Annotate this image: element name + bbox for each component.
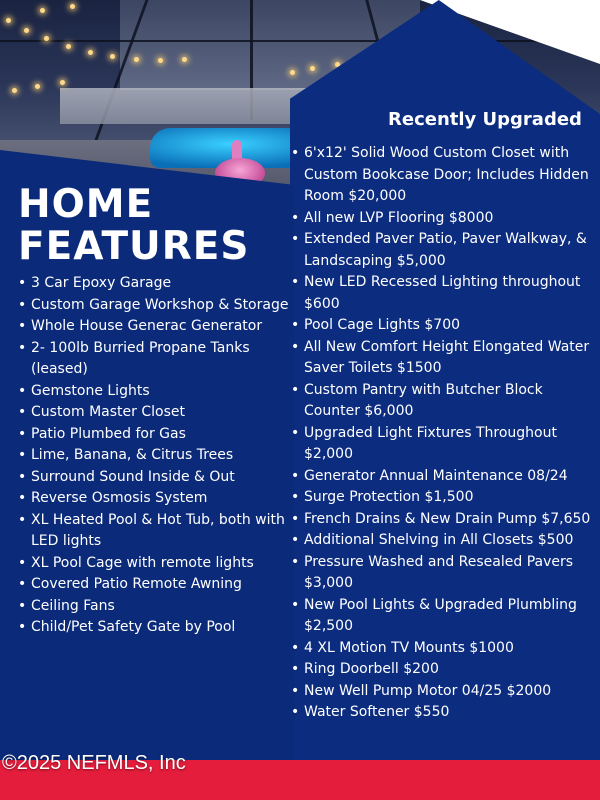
string-light <box>158 58 163 63</box>
string-light <box>110 54 115 59</box>
home-features-list <box>18 273 294 639</box>
list-item: • New Pool Lights & Upgraded Plumbling $2,500 <box>291 595 600 638</box>
cage-frame <box>0 40 600 42</box>
string-light <box>35 84 40 89</box>
list-item: • 2- 100lb Burried Propane Tanks (leased) <box>18 338 294 381</box>
list-item: • Surge Protection $1,500 <box>291 487 600 509</box>
string-light <box>70 4 75 9</box>
list-item: • Gemstone Lights <box>18 381 294 403</box>
recently-upgraded-heading: Recently Upgraded <box>388 109 582 130</box>
list-item: • All New Comfort Height Elongated Water Saver Toilets $1500 <box>291 337 600 380</box>
list-item: • Ceiling Fans <box>18 596 294 618</box>
recently-upgraded-list <box>291 143 600 724</box>
list-item: • Custom Master Closet <box>18 402 294 424</box>
list-item: • Additional Shelving in All Closets $500 <box>291 530 600 552</box>
list-item: • Extended Paver Patio, Paver Walkway, & Landscaping $5,000 <box>291 229 600 272</box>
copyright-watermark: ©2025 NEFMLS, Inc <box>2 752 186 774</box>
string-light <box>88 50 93 55</box>
string-light <box>66 44 71 49</box>
list-item: • 3 Car Epoxy Garage <box>18 273 294 295</box>
list-item: • Ring Doorbell $200 <box>291 659 600 681</box>
list-item: • Child/Pet Safety Gate by Pool <box>18 617 294 639</box>
title-line-2: FEATURES <box>18 224 250 269</box>
list-item: • Surround Sound Inside & Out <box>18 467 294 489</box>
list-item: • 6'x12' Solid Wood Custom Closet with Custom Bookcase Door; Includes Hidden Room $20,000 <box>291 143 600 208</box>
string-light <box>40 8 45 13</box>
list-item: • Whole House Generac Generator <box>18 316 294 338</box>
list-item: • Custom Pantry with Butcher Block Counter $6,000 <box>291 380 600 423</box>
string-light <box>134 57 139 62</box>
string-light <box>310 66 315 71</box>
list-item: • XL Pool Cage with remote lights <box>18 553 294 575</box>
list-item: • French Drains & New Drain Pump $7,650 <box>291 509 600 531</box>
title-line-1: HOME <box>18 182 154 227</box>
list-item: • All new LVP Flooring $8000 <box>291 208 600 230</box>
string-light <box>24 28 29 33</box>
list-item: • Reverse Osmosis System <box>18 488 294 510</box>
list-item: • Lime, Banana, & Citrus Trees <box>18 445 294 467</box>
list-item: • Covered Patio Remote Awning <box>18 574 294 596</box>
string-light <box>60 80 65 85</box>
list-item: • Generator Annual Maintenance 08/24 <box>291 466 600 488</box>
string-light <box>290 70 295 75</box>
string-light <box>44 36 49 41</box>
list-item: • Water Softener $550 <box>291 702 600 724</box>
list-item: • New Well Pump Motor 04/25 $2000 <box>291 681 600 703</box>
string-light <box>12 88 17 93</box>
list-item: • Pool Cage Lights $700 <box>291 315 600 337</box>
string-light <box>182 57 187 62</box>
list-item: • Pressure Washed and Resealed Pavers $3,000 <box>291 552 600 595</box>
home-features-title <box>18 184 249 268</box>
list-item: • XL Heated Pool & Hot Tub, both with LED lights <box>18 510 294 553</box>
list-item: • Patio Plumbed for Gas <box>18 424 294 446</box>
list-item: • New LED Recessed Lighting throughout $600 <box>291 272 600 315</box>
list-item: • Upgraded Light Fixtures Throughout $2,000 <box>291 423 600 466</box>
list-item: • 4 XL Motion TV Mounts $1000 <box>291 638 600 660</box>
list-item: • Custom Garage Workshop & Storage <box>18 295 294 317</box>
string-light <box>6 18 11 23</box>
